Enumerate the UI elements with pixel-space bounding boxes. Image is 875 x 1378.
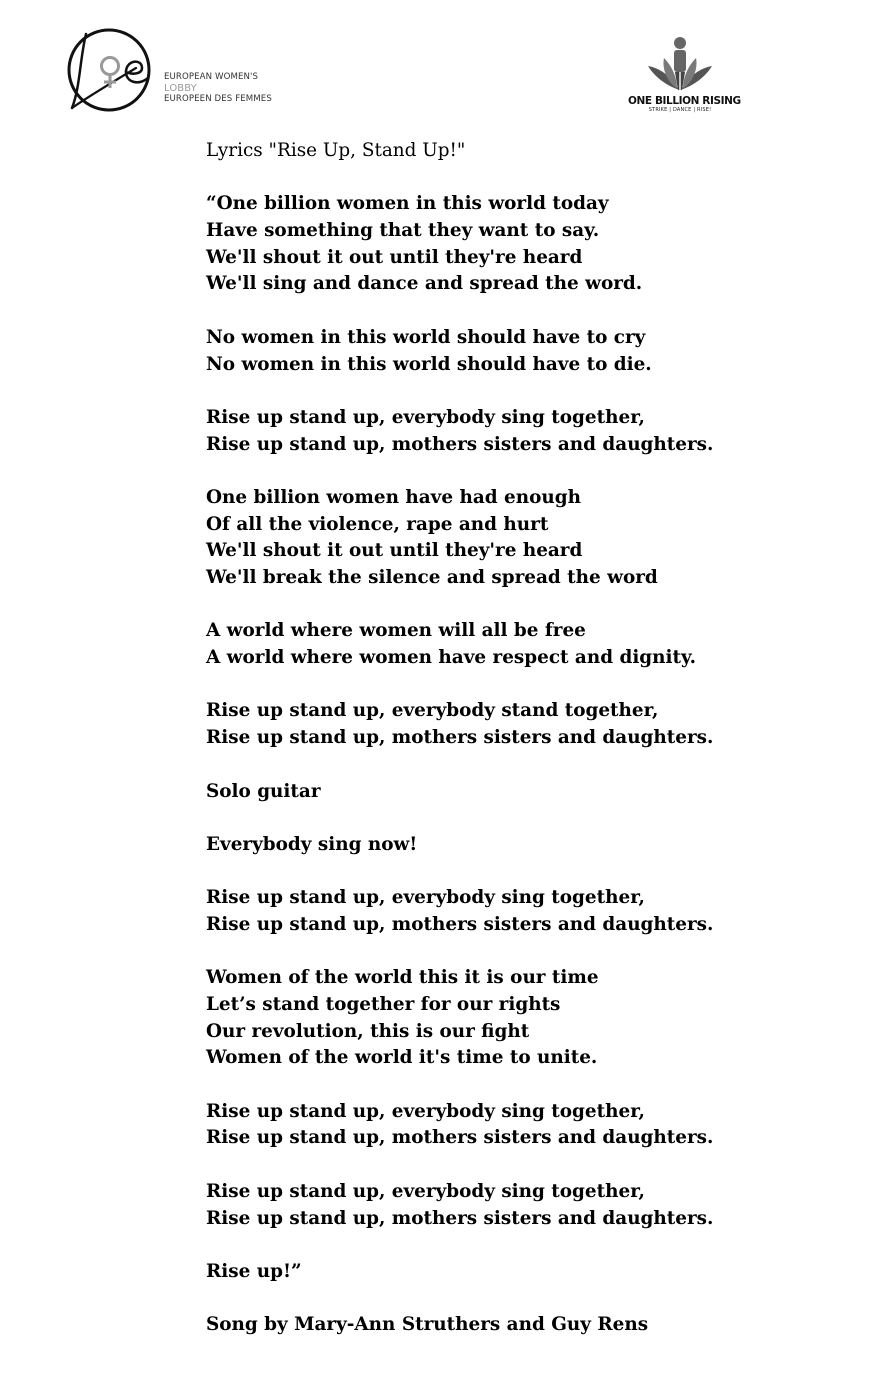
lyric-line: No women in this world should have to die. [206, 353, 652, 375]
stanza [206, 191, 846, 298]
lyric-line: “One billion women in this world today [206, 193, 609, 215]
stanza-spacer [206, 1152, 846, 1179]
stanza-spacer [206, 592, 846, 619]
stanza-spacer [206, 458, 846, 485]
stanza-spacer [206, 752, 846, 779]
stanza [206, 965, 846, 1072]
rising-figure-icon [644, 36, 716, 94]
stanza-spacer [206, 1072, 846, 1099]
lyric-line: Of all the violence, rape and hurt [206, 513, 549, 535]
lyric-line: Rise up stand up, everybody sing together, [206, 887, 645, 909]
stanza [206, 885, 846, 938]
lyric-line: Rise up stand up, everybody sing together, [206, 1180, 645, 1202]
stanza [206, 325, 846, 378]
lobby-name-line-3: EUROPEEN DES FEMMES [164, 94, 272, 104]
stanza-spacer [206, 298, 846, 325]
one-billion-rising-logo [628, 36, 741, 120]
lyric-line: Rise up!” [206, 1260, 302, 1282]
lyric-line: Women of the world it's time to unite. [206, 1047, 598, 1069]
stanza-spacer [206, 165, 846, 192]
lyrics-title: Lyrics "Rise Up, Stand Up!" [206, 140, 466, 161]
lobby-name-line-1: EUROPEAN WOMEN'S [164, 72, 259, 82]
lyric-line: Women of the world this it is our time [206, 967, 599, 989]
lyric-line: Our revolution, this is our fight [206, 1020, 530, 1042]
lyric-line: Song by Mary-Ann Struthers and Guy Rens [206, 1314, 649, 1336]
obr-title: ONE BILLION RISING [628, 95, 741, 107]
stanza [206, 832, 846, 859]
lyric-line: Rise up stand up, mothers sisters and daughters. [206, 1127, 714, 1149]
lobby-name-line-2: LOBBY [164, 83, 197, 94]
lyric-line: A world where women have respect and dignity. [206, 647, 696, 669]
stanza [206, 1312, 846, 1339]
lyric-line: Solo guitar [206, 780, 321, 802]
lyric-line: A world where women will all be free [206, 620, 586, 642]
stanza [206, 1099, 846, 1152]
stanza-spacer [206, 672, 846, 699]
lyric-line: Rise up stand up, everybody stand together, [206, 700, 659, 722]
stanza [206, 1259, 846, 1286]
lyric-line: Let’s stand together for our rights [206, 994, 561, 1015]
european-womens-lobby-logo [66, 28, 286, 114]
stanza-spacer [206, 1232, 846, 1259]
lyric-line: Rise up stand up, mothers sisters and daughters. [206, 433, 714, 455]
lyric-line: Everybody sing now! [206, 833, 418, 855]
lyric-line: Rise up stand up, everybody sing together, [206, 1100, 645, 1122]
lyric-line: One billion women have had enough [206, 486, 581, 508]
lobby-emblem-icon [66, 28, 160, 114]
lyrics-body [206, 138, 846, 1339]
stanza-spacer [206, 805, 846, 832]
lyric-line: We'll break the silence and spread the word [206, 567, 658, 588]
stanza [206, 405, 846, 458]
obr-tagline: STRIKE | DANCE | RISE! [648, 107, 712, 113]
lyric-line: We'll shout it out until they're heard [206, 540, 583, 562]
lyric-line: Have something that they want to say. [206, 220, 600, 242]
stanza [206, 618, 846, 671]
stanza-spacer [206, 859, 846, 886]
lyric-line: Rise up stand up, everybody sing together, [206, 406, 645, 428]
stanza [206, 485, 846, 592]
lyric-line: No women in this world should have to cry [206, 326, 646, 348]
lobby-name [164, 72, 272, 105]
lyric-line: Rise up stand up, mothers sisters and daughters. [206, 1207, 714, 1229]
stanza-spacer [206, 378, 846, 405]
stanza [206, 1179, 846, 1232]
stanza-spacer [206, 1286, 846, 1313]
stanza-spacer [206, 939, 846, 966]
stanza [206, 779, 846, 806]
lyric-line: Rise up stand up, mothers sisters and daughters. [206, 913, 714, 935]
lyric-line: We'll shout it out until they're heard [206, 246, 583, 268]
lyric-line: We'll sing and dance and spread the word. [206, 273, 643, 295]
lyric-line: Rise up stand up, mothers sisters and daughters. [206, 727, 714, 749]
stanza [206, 698, 846, 751]
